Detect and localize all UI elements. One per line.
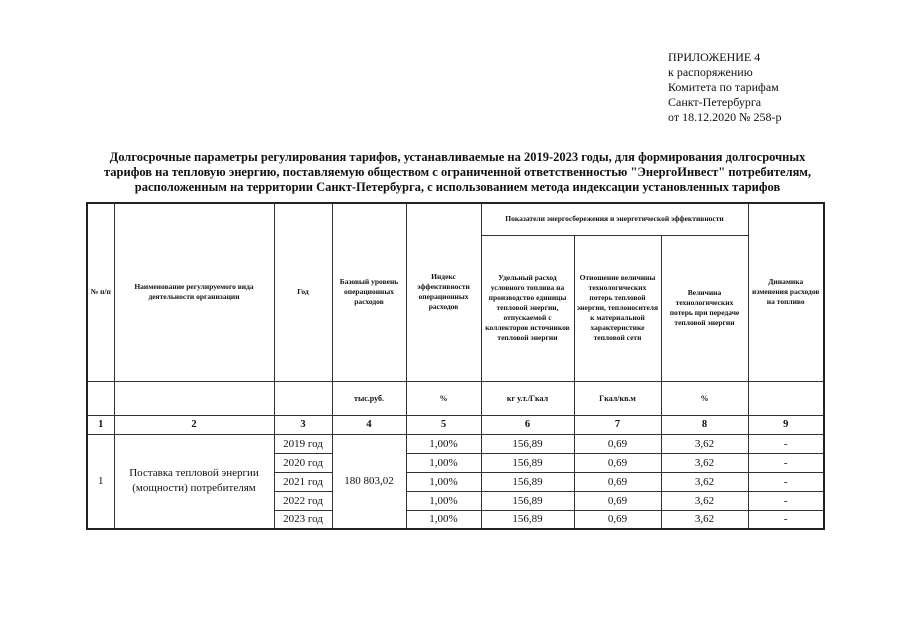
row-ratio: 0,69: [574, 453, 661, 472]
unit-empty: [114, 381, 274, 415]
column-number: 9: [748, 415, 824, 434]
header-energy-saving-group: Показатели энергосбережения и энергетической эффективности: [481, 203, 748, 235]
entry-base-level: 180 803,02: [332, 434, 406, 529]
appendix-line: Комитета по тарифам: [668, 80, 779, 94]
row-index: 1,00%: [406, 453, 481, 472]
unit-empty: [87, 381, 114, 415]
entry-num: 1: [87, 434, 114, 529]
row-index: 1,00%: [406, 434, 481, 453]
header-num: № п/п: [87, 203, 114, 381]
title-line: Долгосрочные параметры регулирования тарифов, устанавливаемые на 2019-2023 годы, для формирования долгосрочных: [109, 150, 806, 164]
row-ratio: 0,69: [574, 434, 661, 453]
column-number: 7: [574, 415, 661, 434]
header-efficiency-index: Индекс эффективности операционных расходов: [406, 203, 481, 381]
row-fuel: 156,89: [481, 510, 574, 529]
column-number: 3: [274, 415, 332, 434]
unit-losses: %: [661, 381, 748, 415]
row-ratio: 0,69: [574, 510, 661, 529]
row-year: 2023 год: [274, 510, 332, 529]
table-row: [87, 434, 824, 453]
column-number: 6: [481, 415, 574, 434]
row-year: 2019 год: [274, 434, 332, 453]
row-index: 1,00%: [406, 491, 481, 510]
row-index: 1,00%: [406, 510, 481, 529]
header-fuel-dynamics: Динамика изменения расходов на топливо: [748, 203, 824, 381]
row-dynamics: -: [748, 472, 824, 491]
unit-index: %: [406, 381, 481, 415]
column-number: 2: [114, 415, 274, 434]
unit-empty: [748, 381, 824, 415]
header-base-level: Базовый уровень операционных расходов: [332, 203, 406, 381]
row-losses: 3,62: [661, 453, 748, 472]
row-dynamics: -: [748, 510, 824, 529]
row-losses: 3,62: [661, 510, 748, 529]
column-number: 1: [87, 415, 114, 434]
title-line: тарифов на тепловую энергию, поставляемую обществом с ограниченной ответственностью "ЭнергоИнвест" потребителям,: [104, 165, 811, 179]
row-ratio: 0,69: [574, 472, 661, 491]
row-dynamics: -: [748, 491, 824, 510]
row-year: 2022 год: [274, 491, 332, 510]
header-technological-losses: Величина технологических потерь при передаче тепловой энергии: [661, 235, 748, 381]
row-losses: 3,62: [661, 434, 748, 453]
header-activity-name: Наименование регулируемого вида деятельности организации: [114, 203, 274, 381]
row-dynamics: -: [748, 434, 824, 453]
row-dynamics: -: [748, 453, 824, 472]
row-losses: 3,62: [661, 491, 748, 510]
appendix-date: от 18.12.2020 № 258-р: [668, 110, 782, 124]
column-number: 5: [406, 415, 481, 434]
unit-fuel: кг у.т./Гкал: [481, 381, 574, 415]
appendix-line: Санкт-Петербурга: [668, 95, 762, 109]
row-losses: 3,62: [661, 472, 748, 491]
tariff-parameters-table: [86, 202, 825, 530]
unit-empty: [274, 381, 332, 415]
row-fuel: 156,89: [481, 491, 574, 510]
appendix-title: ПРИЛОЖЕНИЕ 4: [668, 50, 761, 64]
header-fuel-consumption: Удельный расход условного топлива на производство единицы тепловой энергии, отпускаемой с коллекторов источников тепловой энергии: [481, 235, 574, 381]
title-line: расположенным на территории Санкт-Петербурга, с использованием метода индексации установленных тарифов: [134, 180, 781, 194]
appendix-block: [668, 50, 782, 125]
row-fuel: 156,89: [481, 453, 574, 472]
entry-activity-name: Поставка тепловой энергии (мощности) потребителям: [114, 434, 274, 529]
header-losses-ratio: Отношение величины технологических потерь тепловой энергии, теплоносителя к материальной характеристике тепловой сети: [574, 235, 661, 381]
unit-ratio: Гкал/кв.м: [574, 381, 661, 415]
appendix-line: к распоряжению: [668, 65, 753, 79]
row-year: 2021 год: [274, 472, 332, 491]
row-index: 1,00%: [406, 472, 481, 491]
row-fuel: 156,89: [481, 472, 574, 491]
row-year: 2020 год: [274, 453, 332, 472]
row-fuel: 156,89: [481, 434, 574, 453]
column-number: 8: [661, 415, 748, 434]
column-number: 4: [332, 415, 406, 434]
row-ratio: 0,69: [574, 491, 661, 510]
document-title: [60, 150, 855, 195]
header-year: Год: [274, 203, 332, 381]
unit-base: тыс.руб.: [332, 381, 406, 415]
